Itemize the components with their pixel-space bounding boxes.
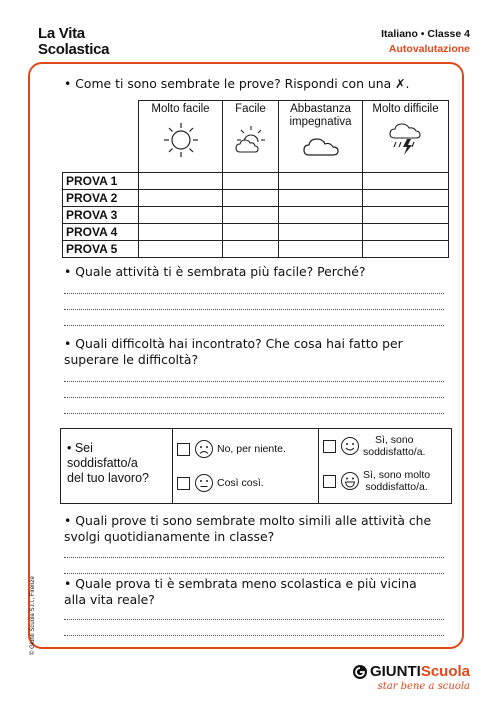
table-cell[interactable] (279, 224, 363, 241)
table-cell[interactable] (279, 173, 363, 190)
very-happy-face-icon (340, 471, 360, 491)
header-info (381, 28, 470, 55)
table-row (63, 173, 449, 190)
col-molto-difficile: Molto difficile (363, 101, 449, 173)
logo (38, 26, 109, 58)
satisfaction-question: • Sei soddisfatto/a del tuo lavoro? (61, 429, 173, 503)
table-cell[interactable] (363, 224, 449, 241)
table-row (63, 241, 449, 258)
storm-icon (386, 118, 426, 158)
brand-tagline: star bene a scuola (377, 681, 470, 692)
col-facile: Facile (223, 101, 279, 173)
row-label: PROVA 3 (63, 207, 139, 224)
checkbox[interactable] (323, 440, 336, 453)
table-cell[interactable] (363, 190, 449, 207)
table-cell[interactable] (363, 207, 449, 224)
table-row (63, 207, 449, 224)
answer-lines-5[interactable] (64, 604, 444, 636)
table-cell[interactable] (139, 241, 223, 258)
question-2: • Quale attività ti è sembrata più facile? Perché? (64, 264, 366, 279)
table-cell[interactable] (279, 207, 363, 224)
table-cell[interactable] (139, 190, 223, 207)
table-cell[interactable] (223, 173, 279, 190)
option-si[interactable]: Sì, sono soddisfatto/a. (323, 434, 425, 458)
question-1: • Come ti sono sembrate le prove? Rispondi con una ✗. (64, 76, 410, 91)
publisher-brand (352, 663, 470, 692)
page-title: Autovalutazione (388, 43, 470, 55)
table-cell[interactable] (139, 207, 223, 224)
subject-label: Italiano • Classe 4 (381, 28, 470, 40)
happy-face-icon (340, 436, 360, 456)
table-cell[interactable] (363, 241, 449, 258)
option-molto[interactable]: Sì, sono molto soddisfatto/a. (323, 469, 430, 493)
checkbox[interactable] (177, 443, 190, 456)
row-label: PROVA 4 (63, 224, 139, 241)
brand-scuola: Scuola (420, 663, 470, 680)
option-cosi[interactable]: Così così. (177, 473, 264, 493)
copyright-note: © Giunti Scuola S.r.l., Firenze (30, 576, 36, 655)
row-label: PROVA 1 (63, 173, 139, 190)
table-row (63, 190, 449, 207)
table-cell[interactable] (223, 241, 279, 258)
table-cell[interactable] (139, 173, 223, 190)
giunti-logo-icon (352, 664, 368, 680)
brand-giunti: GIUNTI (369, 663, 421, 680)
row-label: PROVA 2 (63, 190, 139, 207)
answer-lines-3[interactable] (64, 366, 444, 414)
satisfaction-col-negative (173, 429, 319, 503)
evaluation-table (62, 100, 449, 258)
table-cell[interactable] (223, 207, 279, 224)
table-cell[interactable] (279, 190, 363, 207)
answer-lines-2[interactable] (64, 278, 444, 326)
sun-cloud-icon (231, 120, 271, 160)
table-cell[interactable] (363, 173, 449, 190)
checkbox[interactable] (177, 477, 190, 490)
question-5: • Quale prova ti è sembrata meno scolastica e più vicina alla vita reale? (64, 576, 417, 607)
logo-line1: La Vita (38, 25, 85, 42)
question-3: • Quali difficoltà hai incontrato? Che cosa hai fatto per superare le difficoltà? (64, 336, 403, 367)
table-cell[interactable] (139, 224, 223, 241)
neutral-face-icon (194, 473, 214, 493)
answer-lines-4[interactable] (64, 542, 444, 574)
satisfaction-col-positive (319, 429, 451, 503)
question-4: • Quali prove ti sono sembrate molto simili alle attività che svolgi quotidianamente in classe? (64, 513, 432, 544)
col-molto-facile: Molto facile (139, 101, 223, 173)
option-no[interactable]: No, per niente. (177, 439, 286, 459)
cloud-icon (301, 131, 341, 161)
checkbox[interactable] (323, 475, 336, 488)
row-label: PROVA 5 (63, 241, 139, 258)
table-cell[interactable] (223, 224, 279, 241)
table-cell[interactable] (279, 241, 363, 258)
satisfaction-box (60, 428, 452, 504)
logo-line2: Scolastica (38, 41, 110, 58)
col-abbastanza: Abbastanza impegnativa (279, 101, 363, 173)
table-cell[interactable] (223, 190, 279, 207)
sad-face-icon (194, 439, 214, 459)
table-row (63, 224, 449, 241)
sun-icon (161, 120, 201, 160)
